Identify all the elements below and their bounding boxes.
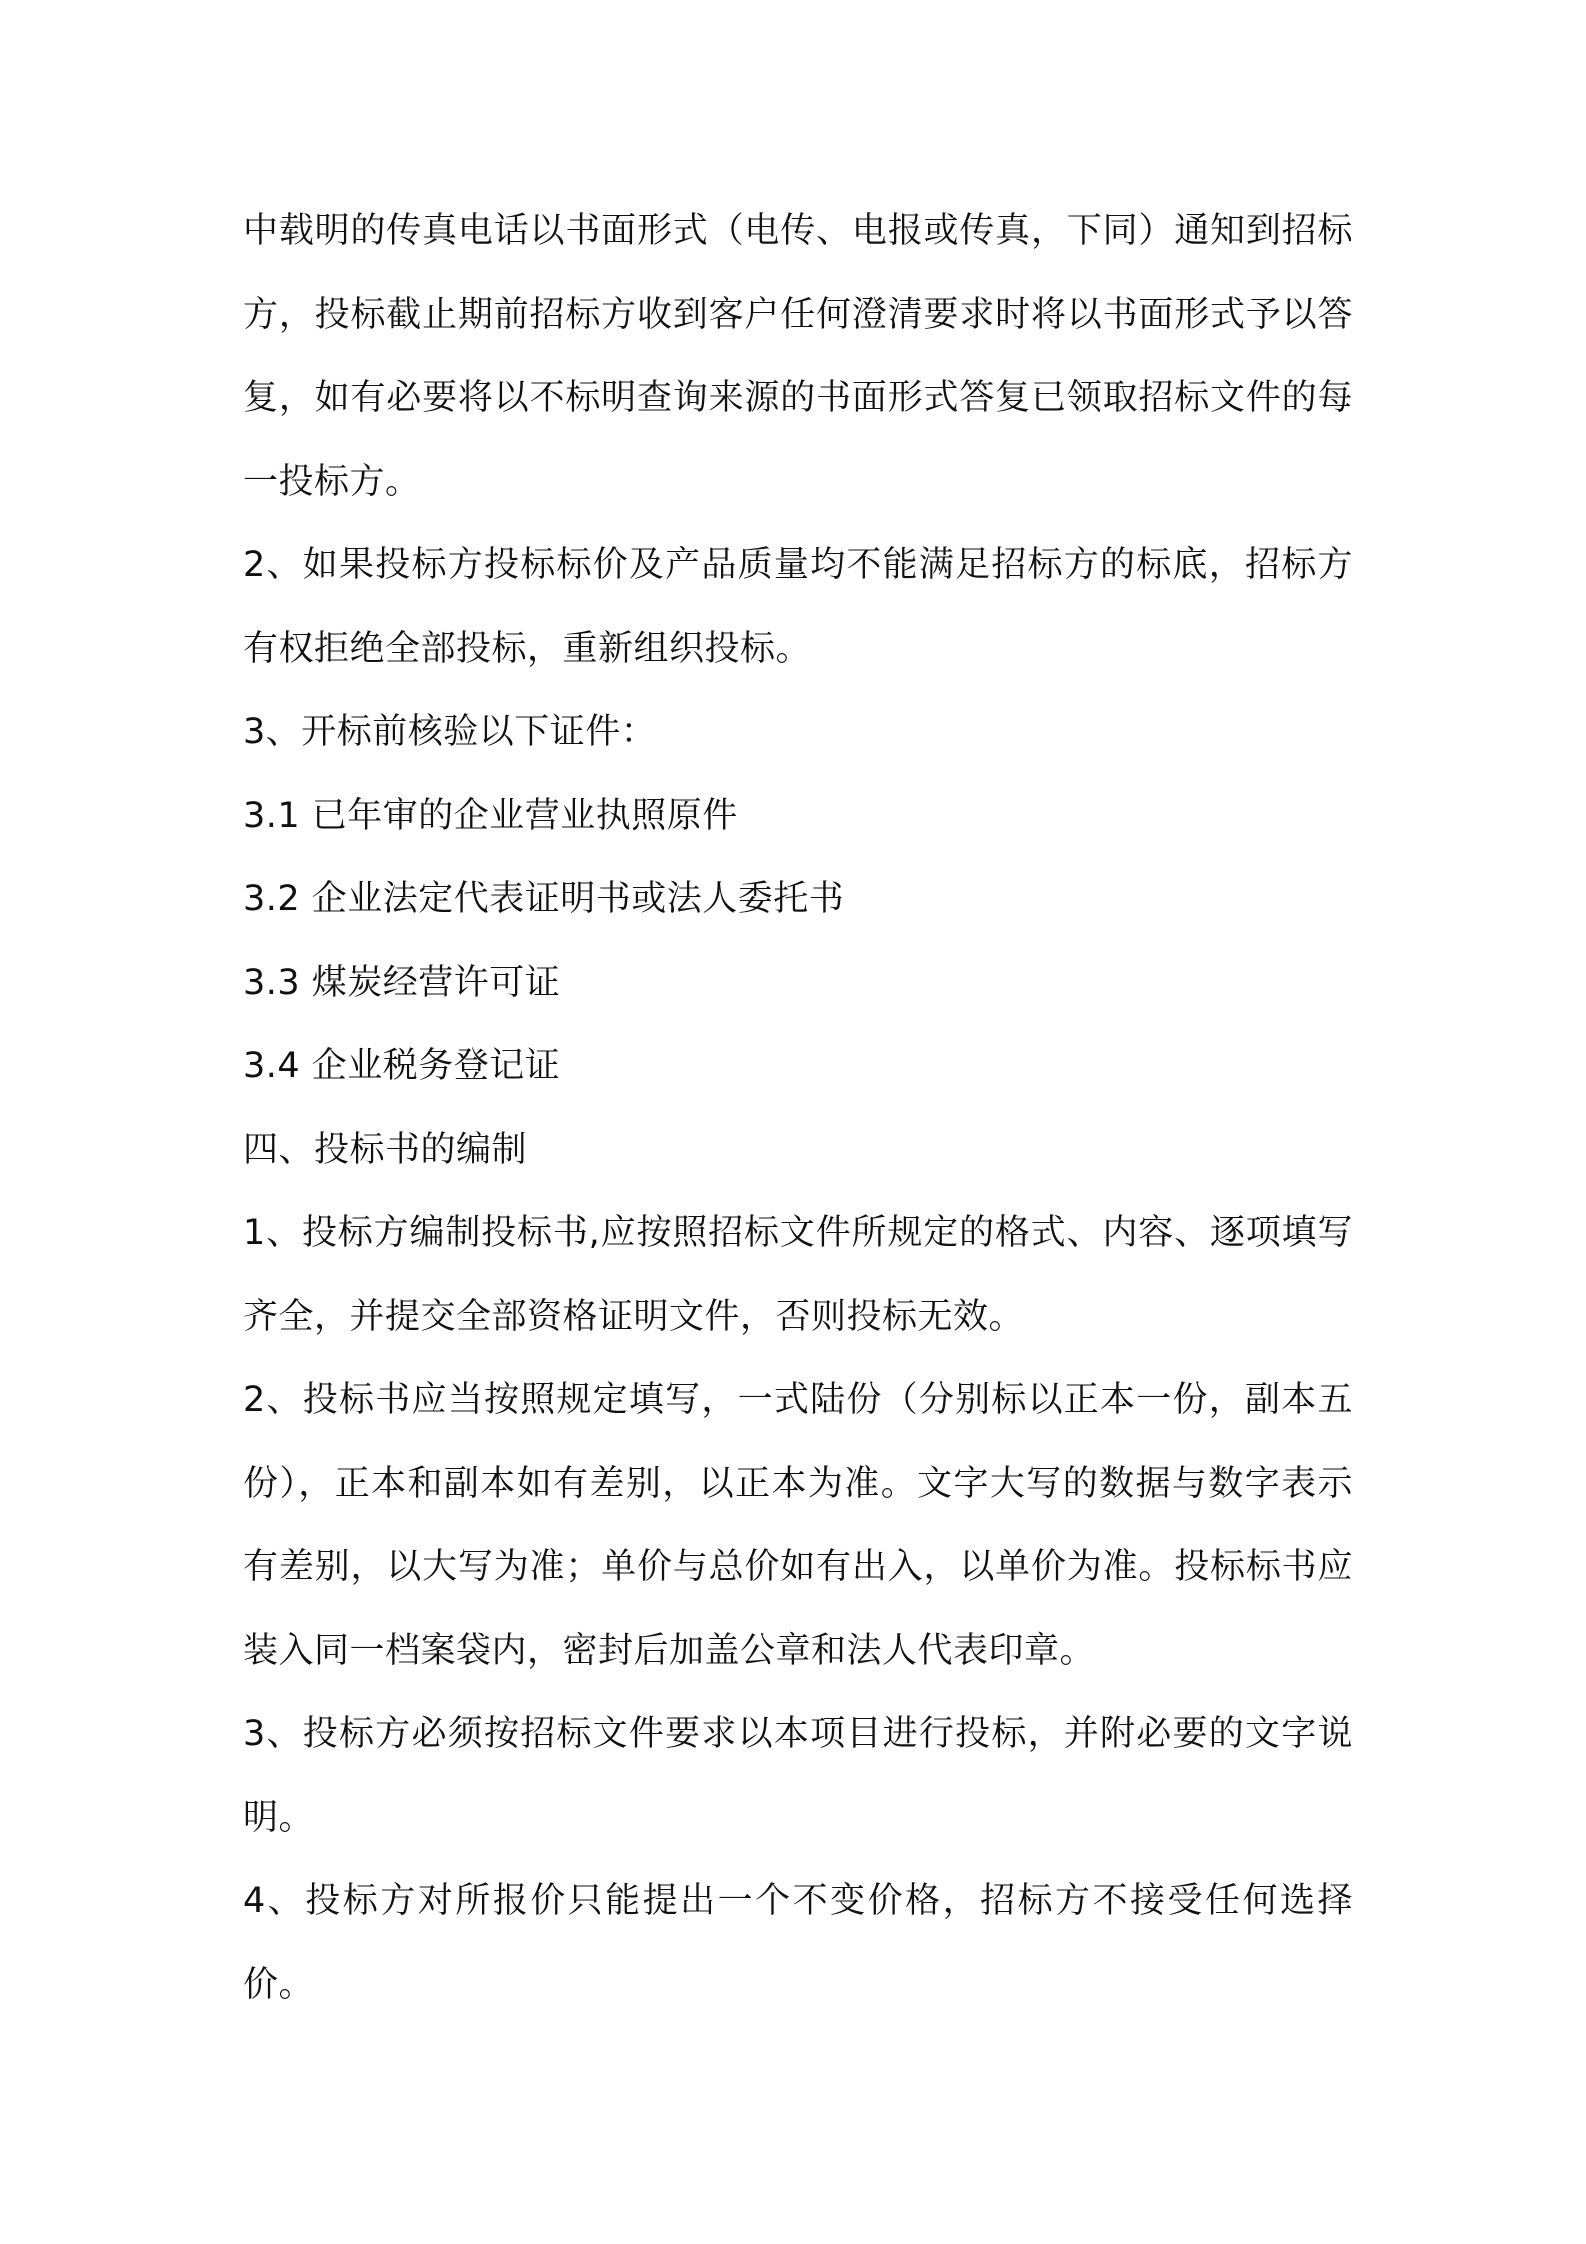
list-item-coal-license: 3.3 煤炭经营许可证 bbox=[243, 962, 561, 1003]
section-heading-bid-preparation: 四、投标书的编制 bbox=[243, 1129, 528, 1170]
list-item-legal-representative: 3.2 企业法定代表证明书或法人委托书 bbox=[243, 879, 845, 919]
paragraph-bid-requirements: 3、投标方必须按招标文件要求以本项目进行投标，并附必要的文字说明。 bbox=[243, 1714, 1353, 1838]
list-item-tax-registration: 3.4 企业税务登记证 bbox=[243, 1046, 561, 1086]
document-body bbox=[243, 190, 1353, 2027]
list-item-business-license: 3.1 已年审的企业营业执照原件 bbox=[243, 795, 738, 836]
paragraph-document-check: 3、开标前核验以下证件： bbox=[243, 712, 657, 752]
paragraph-reject-all-bids: 2、如果投标方投标标价及产品质量均不能满足招标方的标底，招标方有权拒绝全部投标，重新组织投标。 bbox=[243, 545, 1353, 669]
paragraph-bid-format: 1、投标方编制投标书,应按照招标文件所规定的格式、内容、逐项填写齐全，并提交全部资格证明文件，否则投标无效。 bbox=[243, 1213, 1353, 1337]
paragraph-inquiry-reply: 中载明的传真电话以书面形式（电传、电报或传真，下同）通知到招标方，投标截止期前招标方收到客户任何澄清要求时将以书面形式予以答复，如有必要将以不标明查询来源的书面形式答复已领取招标文件的每一投标方。 bbox=[243, 211, 1353, 502]
paragraph-bid-copies: 2、投标书应当按照规定填写，一式陆份（分别标以正本一份，副本五份），正本和副本如有差别，以正本为准。文字大写的数据与数字表示有差别，以大写为准；单价与总价如有出入，以单价为准。投标标书应装入同一档案袋内，密封后加盖公章和法人代表印章。 bbox=[243, 1380, 1353, 1671]
paragraph-single-price: 4、投标方对所报价只能提出一个不变价格，招标方不接受任何选择价。 bbox=[243, 1881, 1353, 2005]
